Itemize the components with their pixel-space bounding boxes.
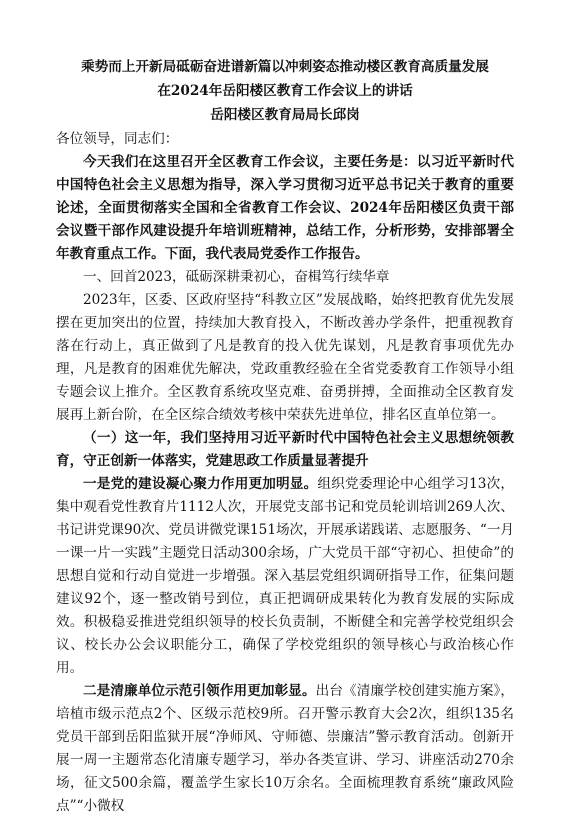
speaker-line: 岳阳楼区教育局局长邱岗: [210, 107, 360, 123]
section1-heading: 一、回首2023，砥砺深耕秉初心，奋楫笃行续华章: [83, 269, 390, 285]
subsection1-heading: （一）这一年，我们坚持用习近平新时代中国特色社会主义思想统领教育，守正创新一体落实，党建思政工作质量显著提升: [56, 430, 514, 469]
point1-lead: 一是党的建设凝心聚力作用更加明显。: [83, 476, 318, 492]
point1-body: 组织党委理论中心组学习13次，集中观看党性教育片1112人次，开展党支部书记和党员轮训培训269人次、书记讲党课90次、党员讲微党课151场次，开展承诺践诺、志愿服务、“一月一课一片一实践”主题党日活动300余场，广大党员干部“守初心、担使命”的思想自觉和行动自觉进一步增强。深入基层党组织调研指导工作，征集问题建议92个，逐一整改销号到位，真正把调研成果转化为教育发展的实际成效。积极稳妥推进党组织领导的校长负责制，不断健全和完善学校党组织会议、校长办公会议职能分工，确保了学校党组织的领导核心与政治核心作用。: [56, 476, 515, 676]
intro-paragraph: 今天我们在这里召开全区教育工作会议，主要任务是：以习近平新时代中国特色社会主义思想为指导，深入学习贯彻习近平总书记关于教育的重要论述，全面贯彻落实全国和全省教育工作会议、2024年岳阳楼区负责干部会议暨干部作风建设提升年培训班精神，总结工作，分析形势，安排部署全年教育重点工作。下面，我代表局党委作工作报告。: [56, 154, 514, 262]
document-subtitle: 在2024年岳阳楼区教育工作会议上的讲话: [157, 83, 413, 99]
point2-lead: 二是清廉单位示范引领作用更加彰显。: [83, 683, 316, 699]
point1-paragraph: [56, 473, 514, 680]
document-title: 乘势而上开新局砥砺奋进谱新篇以冲刺姿态推动楼区教育高质量发展: [81, 59, 489, 75]
point2-body: 出台《清廉学校创建实施方案》，培植市级示范点2个、区级示范校9所。召开警示教育大会2次，组织135名党员干部到岳阳监狱开展“净师风、守师德、崇廉洁”警示教育活动。创新开展一周一主题常态化清廉专题学习，举办各类宣讲、学习、讲座活动270余场，征文500余篇，覆盖学生家长10万余名。全面梳理教育系统“廉政风险点”“小微权: [56, 683, 515, 814]
salutation: 各位领导，同志们：: [56, 131, 179, 147]
point2-paragraph: [56, 680, 514, 818]
section1-paragraph: 2023年，区委、区政府坚持“科教立区”发展战略，始终把教育优先发展摆在更加突出的位置，持续加大教育投入，不断改善办学条件，把重视教育落在行动上，真正做到了凡是教育的投入优先谋划，凡是教育事项优先办理，凡是教育的困难优先解决，党政重教经验在全省党委教育工作领导小组专题会议上推介。全区教育系统攻坚克难、奋勇拼搏，全面推动全区教育发展再上新台阶，在全区综合绩效考核中荣获先进单位，排名区直单位第一。: [56, 292, 514, 423]
